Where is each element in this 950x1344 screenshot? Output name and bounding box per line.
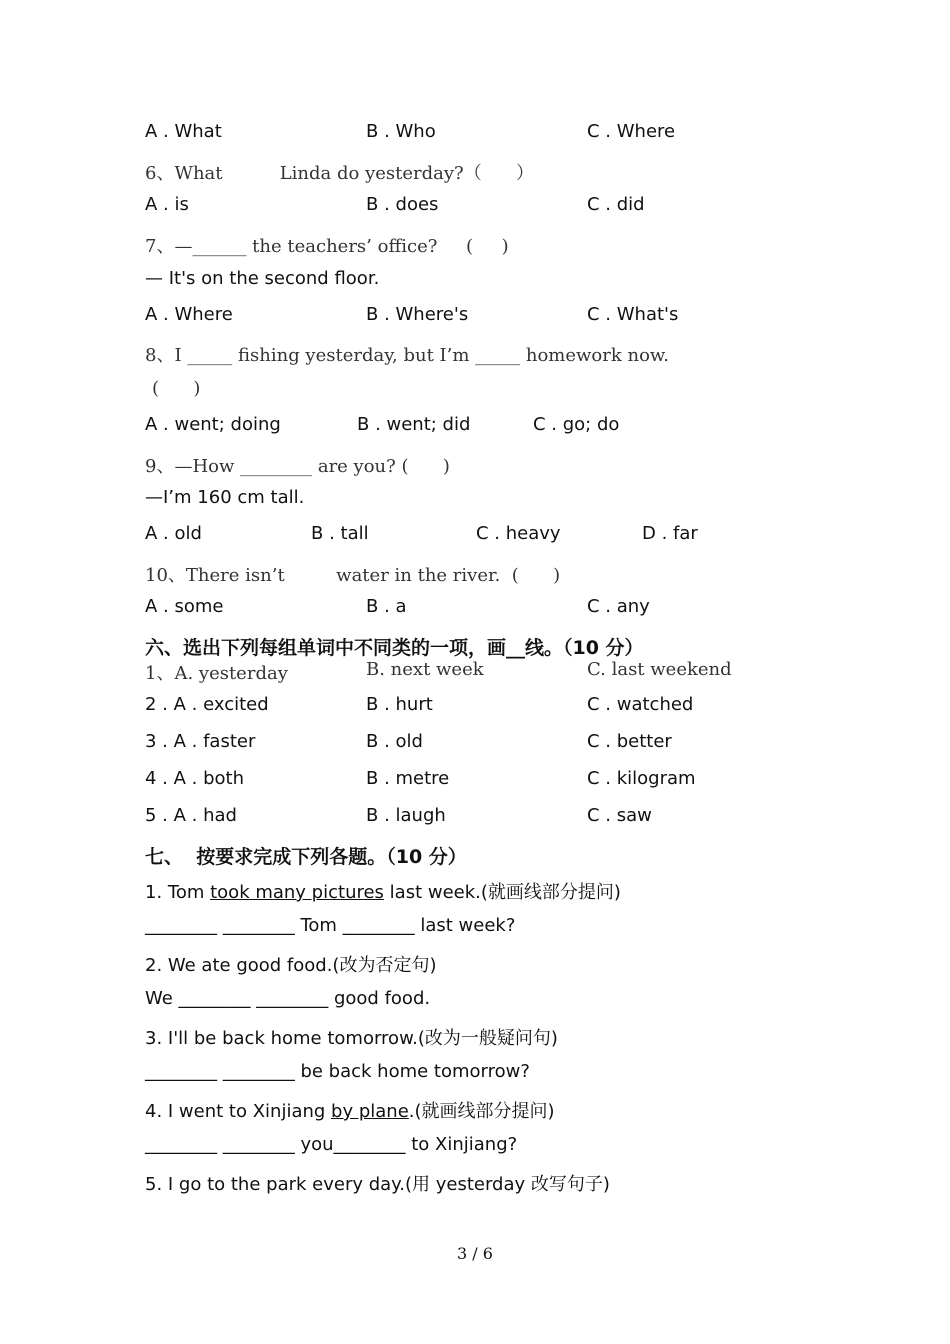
q7-option-b: B . Where's: [366, 304, 469, 325]
s6-row2-c: C . watched: [587, 694, 694, 715]
s7-item2-answer: We ________ ________ good food.: [145, 988, 431, 1009]
s7-item4-prompt: 4. I went to Xinjiang by plane.(就画线部分提问): [145, 1101, 555, 1122]
q5-option-a: A . What: [145, 121, 222, 142]
q7-stem: 7、—______ the teachers’ office? ( ): [145, 236, 509, 257]
q9-stem: 9、—How ________ are you? ( ): [145, 456, 450, 477]
q10-option-a: A . some: [145, 596, 224, 617]
q9-option-a: A . old: [145, 523, 202, 544]
section6-title: 六、选出下列每组单词中不同类的一项，画__线。（10 分）: [145, 637, 644, 659]
q9-option-b: B . tall: [311, 523, 369, 544]
q8-option-a: A . went; doing: [145, 414, 281, 435]
s7-item5-prompt: 5. I go to the park every day.(用 yesterday 改写句子): [145, 1174, 610, 1195]
s7-item1-answer: ________ ________ Tom ________ last week?: [145, 915, 516, 936]
q9-option-d: D . far: [642, 523, 698, 544]
q10-option-c: C . any: [587, 596, 650, 617]
q8-answer-paren: ( ): [152, 378, 201, 399]
s6-row3-b: B . old: [366, 731, 423, 752]
s7-item4-answer: ________ ________ you________ to Xinjiang?: [145, 1134, 518, 1155]
s6-row2-b: B . hurt: [366, 694, 433, 715]
s7-item3-prompt: 3. I'll be back home tomorrow.(改为一般疑问句): [145, 1028, 558, 1049]
s6-row4-a: 4 . A . both: [145, 768, 244, 789]
s7-item3-answer: ________ ________ be back home tomorrow?: [145, 1061, 530, 1082]
s6-row5-a: 5 . A . had: [145, 805, 237, 826]
s7-item1-prompt: 1. Tom took many pictures last week.(就画线部分提问): [145, 882, 621, 903]
section7-title: 七、 按要求完成下列各题。（10 分）: [145, 846, 467, 868]
s6-row4-c: C . kilogram: [587, 768, 696, 789]
q6-option-a: A . is: [145, 194, 189, 215]
s6-row1-a: 1、A. yesterday: [145, 663, 288, 684]
s6-row2-a: 2 . A . excited: [145, 694, 269, 715]
q10-stem: 10、There isn’t water in the river. ( ): [145, 565, 561, 586]
s6-row3-a: 3 . A . faster: [145, 731, 256, 752]
s6-row3-c: C . better: [587, 731, 672, 752]
q6-option-c: C . did: [587, 194, 645, 215]
s6-row1-b: B. next week: [366, 659, 484, 680]
q9-reply: —I’m 160 cm tall.: [145, 487, 305, 508]
q8-stem: 8、I _____ fishing yesterday, but I’m _____ homework now.: [145, 345, 669, 366]
q6-stem: 6、What Linda do yesterday?（ ）: [145, 163, 535, 184]
q5-option-c: C . Where: [587, 121, 676, 142]
s7-item2-prompt: 2. We ate good food.(改为否定句): [145, 955, 437, 976]
q8-option-b: B . went; did: [357, 414, 471, 435]
s6-row5-b: B . laugh: [366, 805, 446, 826]
q5-option-b: B . Who: [366, 121, 436, 142]
s6-row5-c: C . saw: [587, 805, 652, 826]
q6-option-b: B . does: [366, 194, 439, 215]
q10-option-b: B . a: [366, 596, 407, 617]
q7-option-a: A . Where: [145, 304, 233, 325]
q8-option-c: C . go; do: [533, 414, 620, 435]
q7-reply: — It's on the second floor.: [145, 268, 380, 289]
s6-row1-c: C. last weekend: [587, 659, 732, 680]
q7-option-c: C . What's: [587, 304, 679, 325]
q9-option-c: C . heavy: [476, 523, 561, 544]
page-number: 3 / 6: [457, 1244, 493, 1263]
s6-row4-b: B . metre: [366, 768, 450, 789]
